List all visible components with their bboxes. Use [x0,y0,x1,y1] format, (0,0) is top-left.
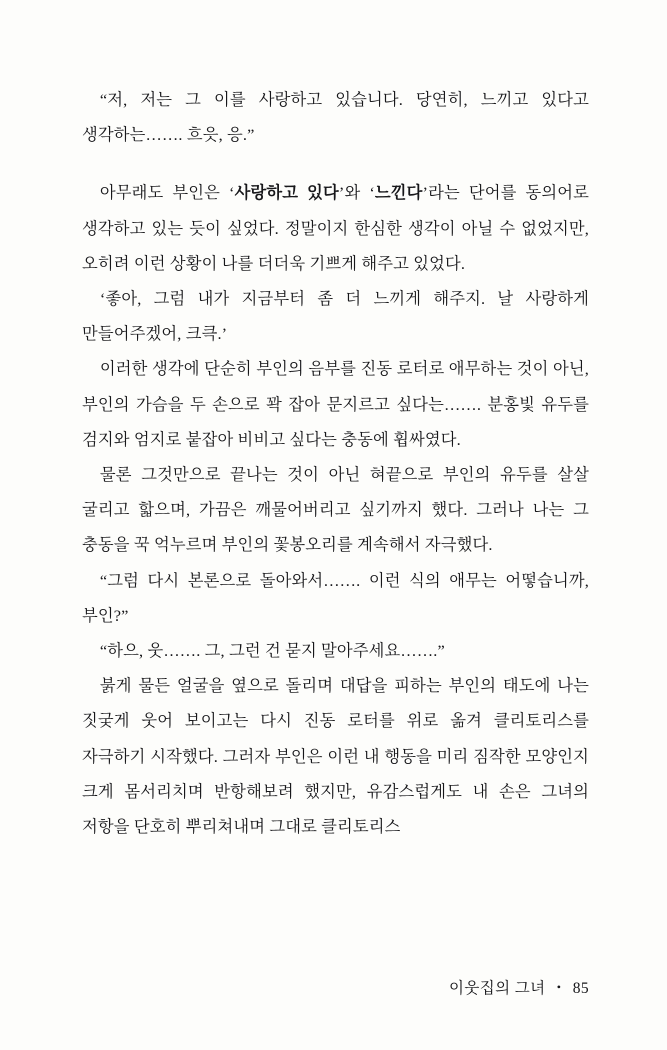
footer-book-title: 이웃집의 그녀 [449,980,546,997]
paragraph-1: “저, 저는 그 이를 사랑하고 있습니다. 당연히, 느끼고 있다고 생각하는……. 흐읏, 응.” [82,90,589,145]
paragraph-2-emphasis-2: 느낀다 [374,183,423,203]
paragraph-2-emphasis-1: 사랑하고 있다 [234,183,339,203]
footer-page-number: 85 [572,980,589,997]
paragraph-2 [82,175,589,281]
paragraph-8: 붉게 물든 얼굴을 옆으로 돌리며 대답을 피하는 부인의 태도에 나는 짓궂게 웃어 보이고는 다시 진동 로터를 위로 옮겨 클리토리스를 자극하기 시작했다. 그러자 부인은 이런 내 행동을 미리 짐작한 모양인지 크게 몸서리치며 반항해보려 했지만, 유감스럽게도 내 손은 그녀의 저항을 단호히 뿌리쳐내며 그대로 클리토리스 [82,676,589,837]
paragraph-2-mid: ’와 ‘ [338,183,375,203]
paragraph-5: 물론 그것만으로 끝나는 것이 아닌 혀끝으로 부인의 유두를 살살 굴리고 핣으며, 가끔은 깨물어버리고 싶기까지 했다. 그러나 나는 그 충동을 꾹 억누르며 부인의 꽃봉오리를 계속해서 자극했다. [82,465,589,555]
paragraph-7: “하으, 웃……. 그, 그런 건 묻지 말아주세요…….” [99,641,445,661]
paragraph-2-tail: ’라는 단어를 동의어로 생각하고 있는 듯이 싶었다. 정말이지 한심한 생각이 아닐 수 없었지만, 오히려 이런 상황이 나를 더더욱 기쁘게 해주고 있었다. [82,183,589,273]
footer-separator-dot: • [556,980,562,994]
paragraph-3: ‘좋아, 그럼 내가 지금부터 좀 더 느끼게 해주지. 날 사랑하게 만들어주겠어, 크큭.’ [82,289,589,344]
page-footer [449,976,589,998]
paragraph-4: 이러한 생각에 단순히 부인의 음부를 진동 로터로 애무하는 것이 아닌, 부인의 가슴을 두 손으로 꽉 잡아 문지르고 싶다는……. 분홍빛 유두를 검지와 엄지로 붙잡아 비비고 싶다는 충동에 휩싸였다. [82,359,589,449]
paragraph-2-lead: 아무래도 부인은 ‘ [99,183,235,203]
page-body [82,82,589,844]
paragraph-6: “그럼 다시 본론으로 돌아와서……. 이런 식의 애무는 어떻습니까, 부인?” [82,570,589,625]
